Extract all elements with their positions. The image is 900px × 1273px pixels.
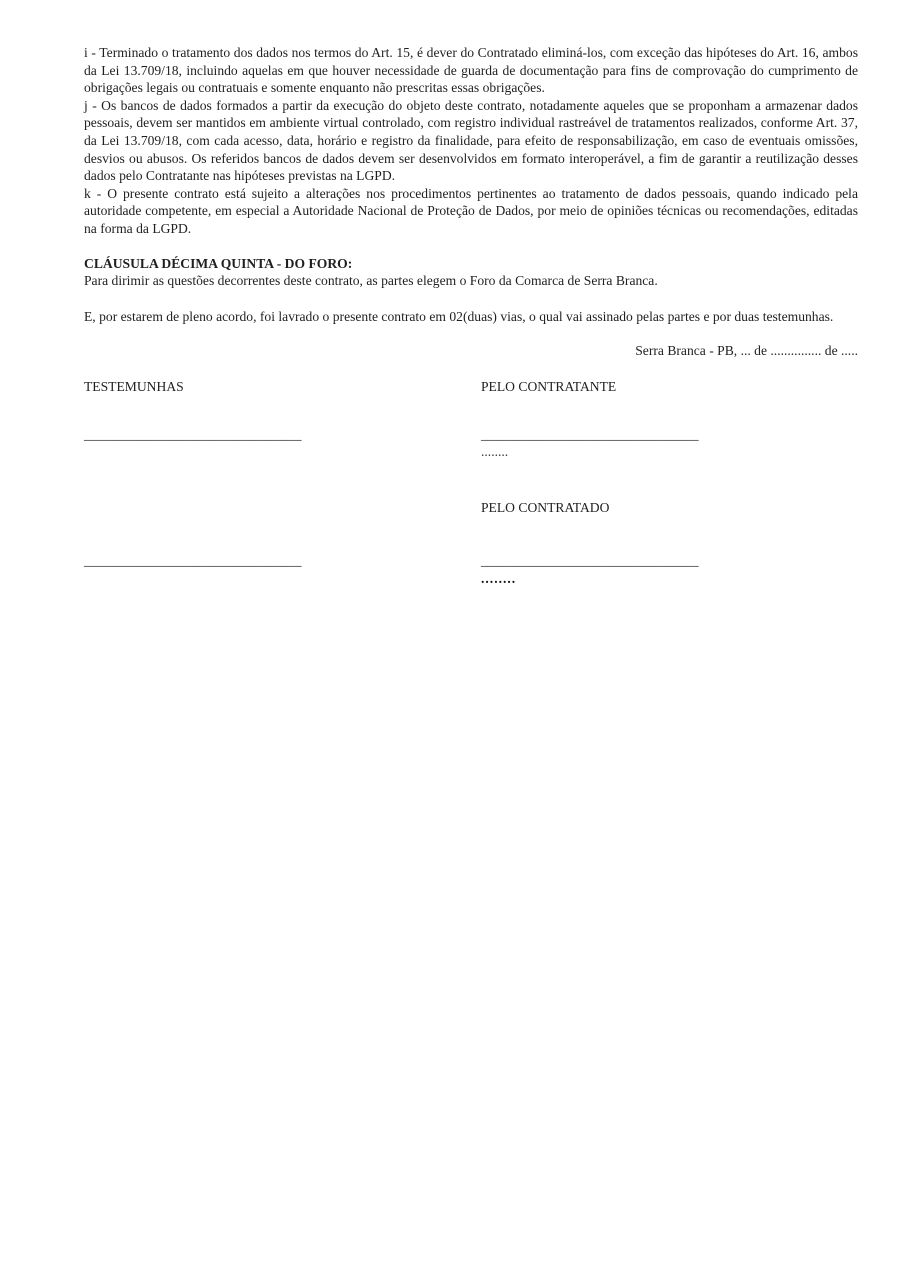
contracted-dots-row xyxy=(84,570,858,588)
signature-lines-row-2 xyxy=(84,552,858,570)
contracted-name-dots: ........ xyxy=(481,570,517,586)
contractor-dots-row xyxy=(84,443,858,461)
contractor-name-dots: ........ xyxy=(481,444,509,460)
paragraph-item-j: j - Os bancos de dados formados a partir da execução do objeto deste contrato, notadamente aqueles que se proponham a armazenar dados pessoais, devem ser mantidos em ambiente virtual controlado, com registro individual rastreável de tratamentos realizados, conforme Art. 37, da Lei 13.709/18, com cada acesso, data, horário e registro da finalidade, para efeito de responsabilização, em caso de eventuais omissões, desvios ou abusos. Os referidos bancos de dados devem ser desenvolvidos em formato interoperável, a fim de garantir a reutilização desses dados pelo Contratante nas hipóteses previstas na LGPD. xyxy=(84,97,858,184)
signature-labels-row xyxy=(84,378,858,396)
page-content xyxy=(84,44,858,587)
paragraph-item-k: k - O presente contrato está sujeito a alterações nos procedimentos pertinentes ao tratamento de dados pessoais, quando indicado pela autoridade competente, em especial a Autoridade Nacional de Proteção de Dados, por meio de opiniões técnicas ou recomendações, editadas na forma da LGPD. xyxy=(84,185,858,236)
date-place-line: Serra Branca - PB, ... de ............... de ..... xyxy=(635,343,858,359)
contractor-label: PELO CONTRATANTE xyxy=(481,378,617,394)
signatures-section xyxy=(84,378,858,588)
closing-paragraph: E, por estarem de pleno acordo, foi lavrado o presente contrato em 02(duas) vias, o qual vai assinado pelas partes e por duas testemunhas. xyxy=(84,308,834,324)
witness-signature-line-1: ________________________________ xyxy=(84,426,302,442)
witness-signature-line-2: ________________________________ xyxy=(84,553,302,569)
witnesses-label: TESTEMUNHAS xyxy=(84,378,184,394)
clause-foro-section xyxy=(84,255,858,290)
clause-foro-heading: CLÁUSULA DÉCIMA QUINTA - DO FORO: xyxy=(84,255,353,271)
contracted-label: PELO CONTRATADO xyxy=(481,499,610,515)
signature-lines-row-1 xyxy=(84,426,858,444)
contracted-signature-line: ________________________________ xyxy=(481,553,699,569)
contracted-label-row xyxy=(84,499,858,517)
paragraph-item-i: i - Terminado o tratamento dos dados nos termos do Art. 15, é dever do Contratado eliminá-los, com exceção das hipóteses do Art. 16, ambos da Lei 13.709/18, incluindo aquelas em que houver necessidade de guarda de documentação para fins de comprovação do cumprimento de obrigações legais ou contratuais e somente enquanto não prescritas essas obrigações. xyxy=(84,45,858,96)
clause-foro-body: Para dirimir as questões decorrentes deste contrato, as partes elegem o Foro da Comarca de Serra Branca. xyxy=(84,273,658,289)
contractor-signature-line: ________________________________ xyxy=(481,426,699,442)
